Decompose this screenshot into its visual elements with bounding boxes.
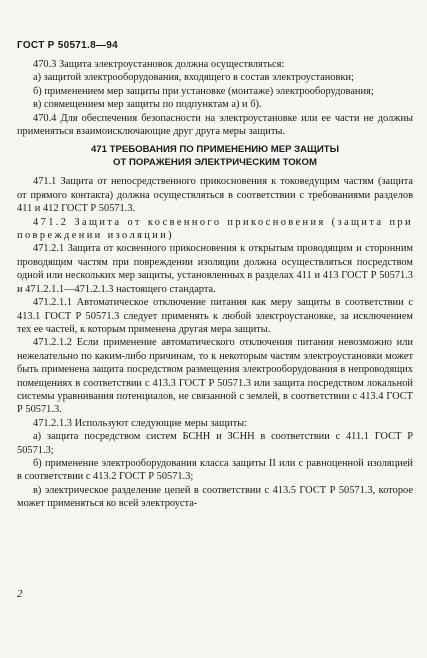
list-item-c: в) совмещением мер защиты по подпунктам а) и б). (33, 99, 262, 111)
document-body (17, 58, 413, 511)
document-header: ГОСТ Р 50571.8—94 (17, 40, 118, 51)
subheading-471-2: 471.2 Защита от косвенного прикосновения (защита при повреждении изоляции) (17, 216, 413, 242)
measure-item-b: б) применение электрооборудования класса защиты II или с равноценной изоляцией в соответствии с 413.2 ГОСТ Р 50571.3; (17, 457, 413, 483)
measure-item-c: в) электрическое разделение цепей в соответствии с 413.5 ГОСТ Р 50571.3, которое может применяться ко всей электроуста- (17, 484, 413, 510)
paragraph-471-1: 471.1 Защита от непосредственного прикосновения к токоведущим частям (защита от прямого контакта) должна осуществляться в соответствии с требованиями разделов 411 и 412 ГОСТ Р 50571.3. (17, 176, 413, 215)
list-item-b: б) применением мер защиты при установке (монтаже) электрооборудования; (33, 85, 374, 97)
list-item-a: а) защитой электрооборудования, входящего в состав электроустановки; (33, 72, 354, 84)
paragraph-471-2-1-3: 471.2.1.3 Используют следующие меры защиты: (33, 417, 248, 429)
paragraph-471-2-1-2: 471.2.1.2 Если применение автоматического отключения питания невозможно или нежелательно по каким-либо причинам, то к некоторым частям электроустановки может быть применена защита посредством размещения электрооборудования в непроводящих помещениях в соответствии с 413.3 ГОСТ Р 50571.3 или защита посредством локальной системы уравнивания потенциалов, не связанной с землей, в соответствии с 413.4 ГОСТ Р 50571.3. (17, 337, 413, 416)
paragraph-470-3: 470.3 Защита электроустановок должна осуществляться: (33, 59, 285, 70)
paragraph-471-2-1-1: 471.2.1.1 Автоматическое отключение питания как меру защиты в соответствии с 413.1 ГОСТ Р 50571.3 следует применять к любой электроустановке, за исключением тех ее частей, к которым применена другая мера защиты. (17, 297, 413, 335)
measure-item-a: а) защита посредством систем БСНН и ЗСНН в соответствии с 411.1 ГОСТ Р 50571.3; (17, 431, 413, 456)
heading-line-2: ОТ ПОРАЖЕНИЯ ЭЛЕКТРИЧЕСКИМ ТОКОМ (113, 156, 317, 168)
paragraph-471-2-1: 471.2.1 Защита от косвенного прикосновения к открытым проводящим и сторонним проводящим частям при повреждении изоляции должна осуществляться посредством одной или нескольких мер защиты, установленных в разделах 411 и 413 ГОСТ Р 50571.3 и 471.2.1.1—471.2.1.3 настоящего стандарта. (17, 243, 413, 295)
heading-line-1: 471 ТРЕБОВАНИЯ ПО ПРИМЕНЕНИЮ МЕР ЗАЩИТЫ (90, 144, 340, 156)
page-number: 2 (17, 588, 23, 600)
paragraph-470-4: 470.4 Для обеспечения безопасности на электроустановке или ее части не должны применяться взаимоисключающие друг друга меры защиты. (17, 112, 413, 138)
section-heading-471 (17, 144, 413, 169)
